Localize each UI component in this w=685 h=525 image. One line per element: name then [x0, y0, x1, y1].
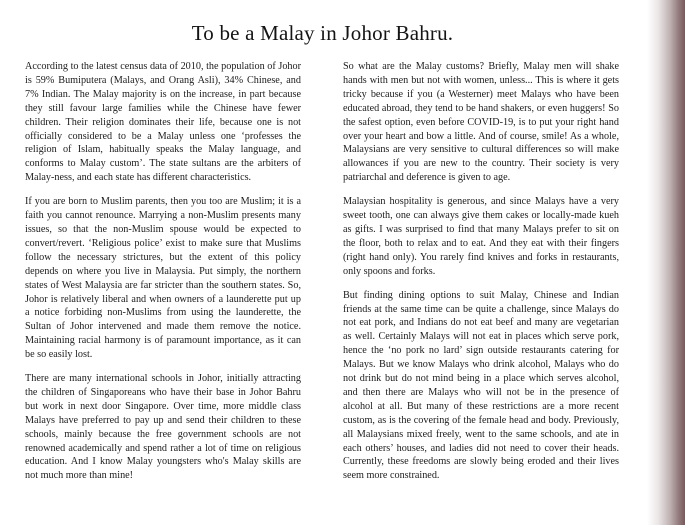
left-paragraph-1: According to the latest census data of 2010, the population of Johor is 59% Bumiputera (Malays, and Orang Asli), 34% Chinese, and 7% Indian. The Malay majority is on the increase, in part because they still favour large families while the Chinese have fewer children. Their religion dominates their life, because one is not officially considered to be a Malay unless one ‘professes the religion of Islam, habitually speaks the Malay language, and conforms to Malay custom’. The state sultans are the arbiters of Malay-ness, and each state has different characteristics.: [25, 61, 301, 184]
left-paragraph-2: If you are born to Muslim parents, then you too are Muslim; it is a faith you cannot renounce. Marrying a non-Muslim presents many issues, so that the non-Muslim spouse would be expected to convert/revert. ‘Religious police’ exist to make sure that Muslims follow the necessary strictures, but the extent of this policy depends on where you live in Malaysia. Put simply, the northern states of West Malaysia are far stricter than the southern states. So, Johor is relatively liberal and when owners of a launderette put up a notice forbiding non-Muslims from using the launderette, the Sultan of Johor intervened and made them remove the notice. Maintaining racial harmony is of paramount importance, as it can be so easily lost.: [25, 196, 301, 361]
right-paragraph-2: Malaysian hospitality is generous, and since Malays have a very sweet tooth, one can always give them cakes or locally-made kueh as gifts. I was surprised to find that many Malays prefer to sit on the floor, both to relax and to eat. And they eat with their fingers (right hand only). You rarely find knives and forks in restaurants, only spoons and forks.: [343, 196, 619, 277]
two-column-layout: [0, 60, 685, 493]
left-paragraph-3: There are many international schools in Johor, initially attracting the children of Singaporeans who have their base in Johor Bahru but work in next door Singapore. Over time, more middle class Malays have preferred to pay up and send their children to these schools, mainly because the free government schools are not renowned academically and spend rather a lot of time on religious education. And I know Malay youngsters who's Malay skills are not much more than mine!: [25, 373, 301, 482]
right-column: [343, 60, 619, 493]
right-paragraph-1: So what are the Malay customs? Briefly, Malay men will shake hands with men but not with women, unless... This is where it gets tricky because if you (a Westerner) meet Malays who have been educated abroad, they tend to be hand shakers, or even huggers! So the safest option, even before COVID-19, is to put your right hand over your heart and bow a little. And of course, smile! As a whole, Malaysians are very sensitive to cultural differences so will make allowances if you are new to the country. Their society is very patriarchal and deference is given to age.: [343, 61, 619, 184]
right-paragraph-3: But finding dining options to suit Malay, Chinese and Indian friends at the same time can be quite a challenge, since Malays do not eat pork, and Indians do not eat beef and many are vegetarian as well. Certainly Malays will not eat in places which serve pork, hence the ‘no pork no lard’ sign outside restaurants catering for Malays. But we know Malays who drink alcohol, Malays who do not drink but do not mind being in a place which serves alcohol, and then there are Malays who will not be in the presence of alcohol at all. But many of these restrictions are a more recent custom, as is the covering of the female head and body. Previously, all Malaysians mixed freely, went to the same schools, and ate in each others’ houses, and ladies did not need to cover their heads. Currently, these freedoms are slowly being eroded and their lives seem more constrained.: [343, 289, 619, 482]
left-column: [25, 60, 301, 493]
page-title: To be a Malay in Johor Bahru.: [191, 21, 454, 45]
